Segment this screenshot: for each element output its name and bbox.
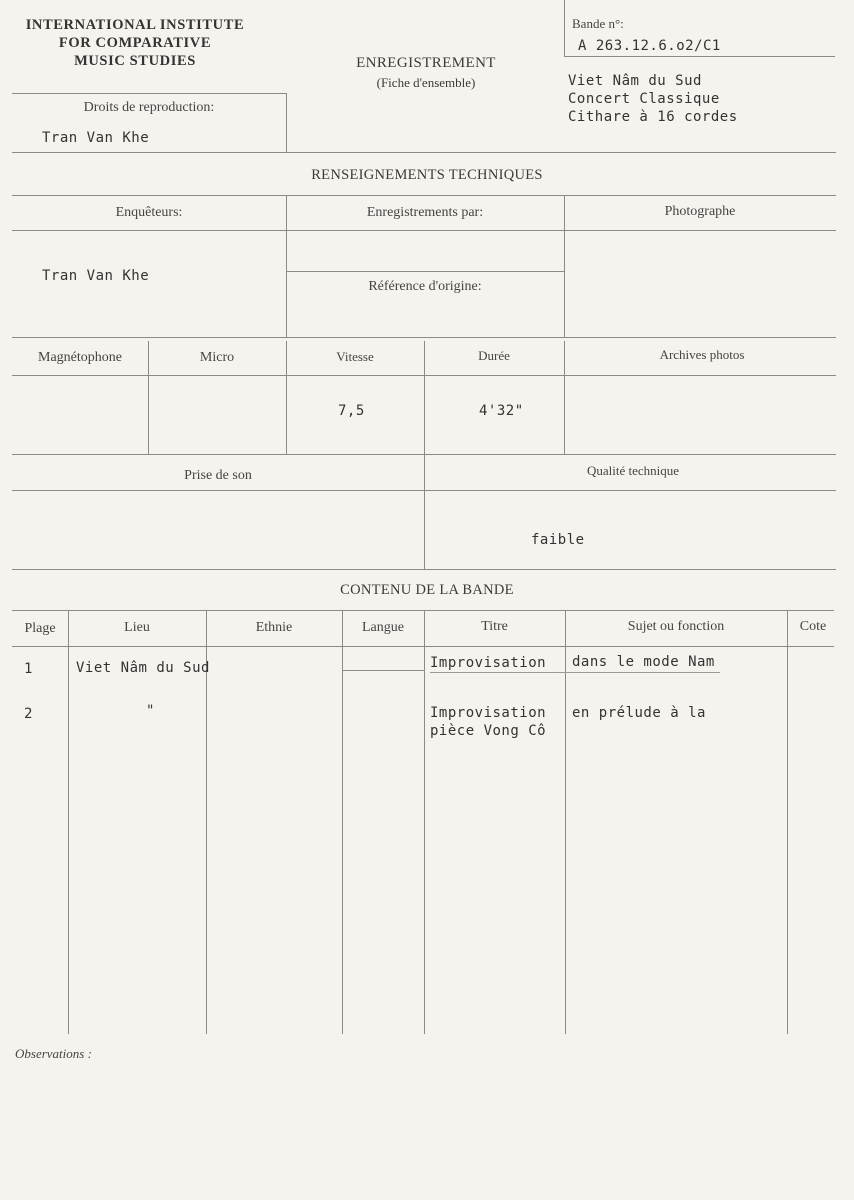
institute-line-2: FOR COMPARATIVE — [58, 35, 212, 51]
content-divider-4 — [424, 610, 425, 1034]
content-section-title: CONTENU DE LA BANDE — [340, 582, 514, 598]
bande-box-left-border — [564, 0, 565, 56]
vitesse-label: Vitesse — [336, 349, 374, 364]
content-divider-1 — [68, 610, 69, 1034]
col-header-ethnie: Ethnie — [255, 620, 293, 635]
qualite-technique-label: Qualité technique — [586, 463, 680, 478]
prise-de-son-label: Prise de son — [184, 468, 252, 483]
bande-number: A 263.12.6.o2/C1 — [578, 38, 721, 54]
micro-label: Micro — [199, 350, 235, 365]
qualite-value: faible — [531, 532, 585, 548]
tech-rule-6 — [12, 490, 836, 491]
row1-lieu: Viet Nâm du Sud — [76, 660, 210, 676]
tech-rule-7 — [12, 569, 836, 570]
magnetophone-label: Magnétophone — [38, 350, 122, 365]
observations-label: Observations : — [15, 1046, 92, 1061]
row1-titre: Improvisation — [430, 655, 547, 671]
archives-photos-label: Archives photos — [659, 347, 745, 362]
reference-label: Référence d'origine: — [368, 279, 482, 294]
tech-rule-1 — [12, 195, 836, 196]
institute-line-1: INTERNATIONAL INSTITUTE — [25, 17, 245, 33]
tech-rule-2 — [12, 230, 836, 231]
row2-titre-line-2: pièce Vong Cô — [430, 723, 547, 739]
row2-lieu-ditto: " — [146, 703, 155, 719]
droits-box-top-border — [12, 93, 286, 94]
institute-name — [5, 16, 265, 70]
form-subtitle: (Fiche d'ensemble) — [376, 75, 476, 90]
duree-value: 4'32" — [479, 403, 524, 419]
bande-label: Bande n°: — [572, 16, 624, 31]
col-header-plage: Plage — [24, 621, 56, 636]
content-divider-5 — [565, 610, 566, 1034]
row1-langue-rule — [342, 670, 424, 671]
tech-rule-3 — [12, 337, 836, 338]
enqueteurs-value: Tran Van Khe — [42, 268, 150, 284]
content-divider-3 — [342, 610, 343, 1034]
droits-box-right-border — [286, 93, 287, 152]
row1-titre-underline — [430, 672, 720, 673]
tech-rule-4 — [12, 375, 836, 376]
content-rule-top — [12, 610, 834, 611]
col-header-cote: Cote — [799, 619, 827, 634]
row1-sujet: dans le mode Nam — [572, 654, 715, 670]
col-header-langue: Langue — [362, 620, 404, 635]
content-rule-header — [12, 646, 834, 647]
row1-plage: 1 — [24, 661, 33, 677]
enqueteurs-label: Enquêteurs: — [115, 205, 183, 220]
droits-value: Tran Van Khe — [42, 130, 150, 146]
droits-label: Droits de reproduction: — [83, 100, 215, 115]
reference-top-rule — [286, 271, 564, 272]
content-divider-6 — [787, 610, 788, 1034]
header-bottom-rule — [12, 152, 836, 153]
enregistrements-label: Enregistrements par: — [366, 205, 484, 220]
tech-section-title: RENSEIGNEMENTS TECHNIQUES — [311, 167, 543, 183]
form-title: ENREGISTREMENT — [356, 55, 496, 71]
photographe-label: Photographe — [664, 204, 736, 219]
duree-label: Durée — [478, 348, 510, 363]
col-header-sujet: Sujet ou fonction — [627, 619, 725, 634]
col-header-lieu: Lieu — [124, 620, 150, 635]
description-line-2: Concert Classique — [568, 91, 720, 107]
row2-titre-line-1: Improvisation — [430, 705, 547, 721]
description-line-3: Cithare à 16 cordes — [568, 109, 738, 125]
col-header-titre: Titre — [481, 619, 508, 634]
bande-box-bottom-border — [564, 56, 835, 57]
row2-plage: 2 — [24, 706, 33, 722]
institute-line-3: MUSIC STUDIES — [74, 53, 196, 69]
row2-sujet: en prélude à la — [572, 705, 706, 721]
vitesse-value: 7,5 — [338, 403, 365, 419]
description-line-1: Viet Nâm du Sud — [568, 73, 702, 89]
